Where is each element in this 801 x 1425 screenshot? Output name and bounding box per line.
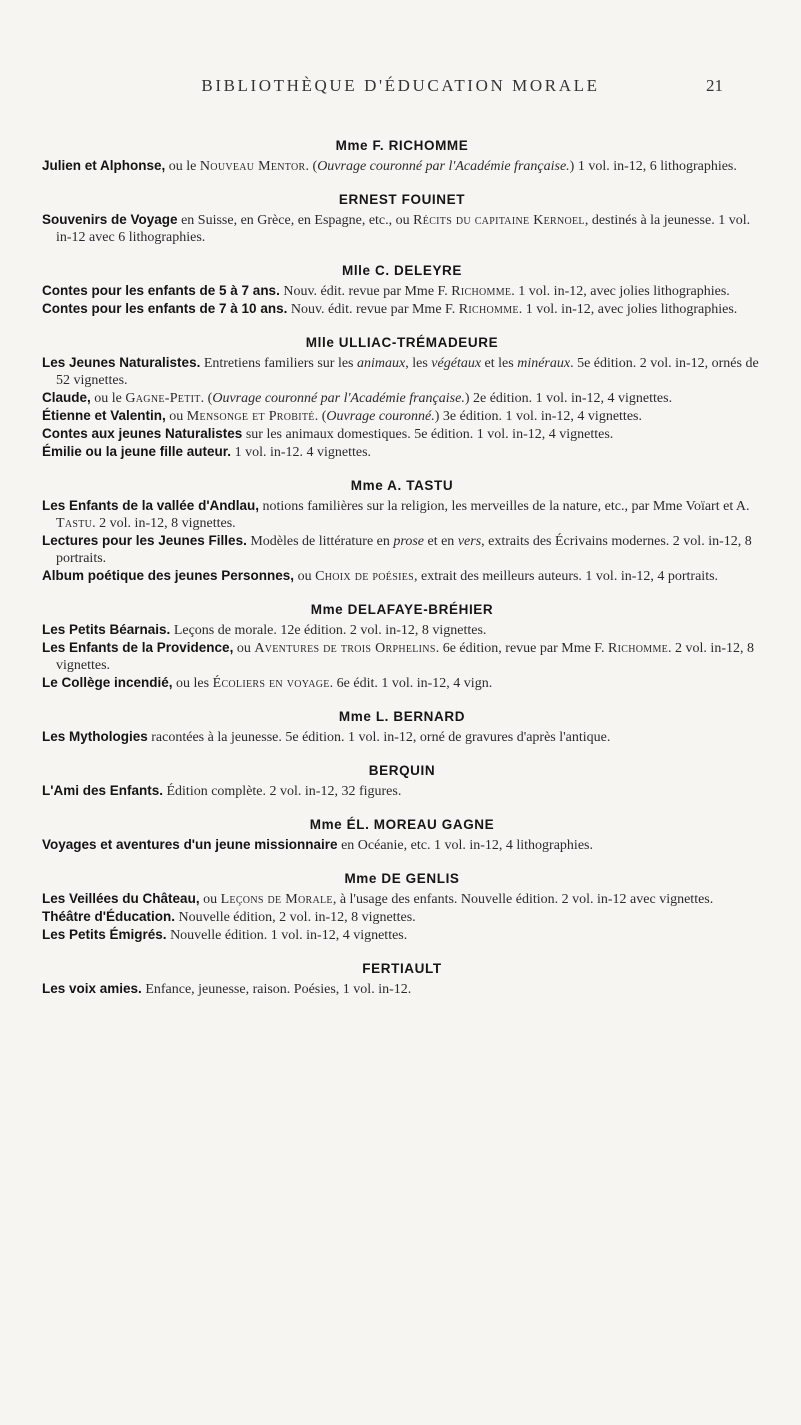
book-description: Gagne-Petit (125, 391, 201, 406)
book-description: Nouvelle édition, 2 vol. in-12, 8 vignettes. (174, 910, 416, 925)
author-section (42, 333, 762, 461)
book-description: , destinés à la jeunesse. 1 vol. in-12 avec 6 lithographies. (56, 213, 751, 245)
running-title: BIBLIOTHÈQUE D'ÉDUCATION MORALE (201, 76, 600, 95)
book-description: . ( (305, 159, 318, 174)
book-entry (42, 836, 762, 854)
book-description: Richomme (451, 284, 512, 299)
book-description: ou (165, 409, 187, 424)
book-entry (42, 926, 762, 944)
author-section (42, 707, 762, 746)
book-description: Nouvelle édition. 1 vol. in-12, 4 vignettes. (166, 928, 408, 943)
book-entry (42, 567, 762, 585)
book-entry (42, 728, 762, 746)
book-description: Leçons de Morale (220, 892, 333, 907)
book-description: végétaux (431, 356, 482, 371)
book-description: . 5e édition. 2 vol. in-12, ornés de 52 vignettes. (56, 356, 759, 388)
book-description: . 2 vol. in-12, 8 vignettes. (92, 516, 236, 531)
book-description: ) 1 vol. in-12, 6 lithographies. (569, 159, 737, 174)
author-section (42, 869, 762, 944)
book-entry (42, 282, 762, 300)
author-heading: BERQUIN (368, 763, 436, 778)
book-title: Contes aux jeunes Naturalistes (42, 426, 243, 441)
book-description: . 6e édit. 1 vol. in-12, 4 vign. (329, 676, 493, 691)
book-entry (42, 908, 762, 926)
book-title: Album poétique des jeunes Personnes, (42, 568, 295, 583)
book-description: . 2 vol. in-12, 8 vignettes. (56, 641, 754, 673)
book-title: Émilie ou la jeune fille auteur. (42, 444, 232, 459)
book-title: Les Petits Béarnais. (42, 622, 171, 637)
book-title: Les Mythologies (42, 729, 148, 744)
book-description: ou (294, 569, 316, 584)
book-description: Récits du capitaine Kernoel (413, 213, 585, 228)
book-title: Contes pour les enfants de 5 à 7 ans. (42, 283, 280, 298)
book-description: ou les (172, 676, 213, 691)
author-heading: ERNEST FOUINET (338, 192, 466, 207)
book-title: Souvenirs de Voyage (42, 212, 178, 227)
book-title: Voyages et aventures d'un jeune missionnaire (42, 837, 338, 852)
book-description: notions familières sur la religion, les merveilles de la nature, etc., par Mme Voïart et A. (259, 499, 750, 514)
author-heading: Mme A. TASTU (350, 478, 454, 493)
book-title: Claude, (42, 390, 91, 405)
book-entry (42, 300, 762, 318)
page-number: 21 (706, 76, 723, 95)
book-entry (42, 782, 762, 800)
book-title: Julien et Alphonse, (42, 158, 166, 173)
book-description: Richomme (458, 302, 519, 317)
book-description: animaux (357, 356, 406, 371)
book-entry (42, 674, 762, 692)
book-title: Les Enfants de la Providence, (42, 640, 234, 655)
book-title: L'Ami des Enfants. (42, 783, 163, 798)
book-description: en Suisse, en Grèce, en Espagne, etc., ou (177, 213, 414, 228)
author-heading: Mme L. BERNARD (338, 709, 466, 724)
book-description: racontées à la jeunesse. 5e édition. 1 vol. in-12, orné de gravures d'après l'antique. (147, 730, 611, 745)
author-heading: Mlle ULLIAC-TRÉMADEURE (305, 335, 499, 350)
book-entry (42, 354, 762, 389)
book-description: , extraits des Écrivains modernes. 2 vol. in-12, 8 portraits. (56, 534, 752, 566)
book-entry (42, 211, 762, 246)
book-title: Les Petits Émigrés. (42, 927, 167, 942)
book-description: Leçons de morale. 12e édition. 2 vol. in-12, 8 vignettes. (170, 623, 487, 638)
book-description: Richomme (607, 641, 669, 656)
book-entry (42, 890, 762, 908)
book-description: Choix de poésies (315, 569, 414, 584)
book-description: Entretiens familiers sur les (200, 356, 358, 371)
book-title: Le Collège incendié, (42, 675, 173, 690)
book-title: Les voix amies. (42, 981, 142, 996)
book-entry (42, 157, 762, 175)
book-description: , les (405, 356, 432, 371)
author-section (42, 261, 762, 318)
book-description: Enfance, jeunesse, raison. Poésies, 1 vol. in-12. (141, 982, 412, 997)
author-section (42, 600, 762, 692)
book-entry (42, 407, 762, 425)
book-description: . ( (314, 409, 327, 424)
book-description: . ( (200, 391, 213, 406)
author-heading: FERTIAULT (362, 961, 442, 976)
author-heading: Mme ÉL. MOREAU GAGNE (309, 817, 495, 832)
book-description: Écoliers en voyage (212, 676, 330, 691)
book-description: 1 vol. in-12. 4 vignettes. (231, 445, 372, 460)
book-description: Modèles de littérature en (246, 534, 394, 549)
book-title: Théâtre d'Éducation. (42, 909, 175, 924)
author-heading: Mme DELAFAYE-BRÉHIER (310, 602, 494, 617)
author-section (42, 190, 762, 246)
book-description: Nouv. édit. revue par Mme F. (287, 302, 459, 317)
book-title: Les Jeunes Naturalistes. (42, 355, 201, 370)
book-description: Tastu (56, 516, 93, 531)
book-entry (42, 443, 762, 461)
book-title: Lectures pour les Jeunes Filles. (42, 533, 247, 548)
book-description: Ouvrage couronné par l'Académie française. (212, 391, 465, 406)
book-entry (42, 980, 762, 998)
book-entry (42, 425, 762, 443)
book-description: sur les animaux domestiques. 5e édition. 1 vol. in-12, 4 vignettes. (242, 427, 614, 442)
book-description: Aventures de trois Orphelins (254, 641, 436, 656)
running-head (0, 76, 801, 98)
book-description: Mensonge et Probité (186, 409, 315, 424)
book-description: ou le (90, 391, 126, 406)
book-description: et en (423, 534, 458, 549)
author-heading: Mlle C. DELEYRE (341, 263, 463, 278)
book-description: en Océanie, etc. 1 vol. in-12, 4 lithographies. (337, 838, 593, 853)
book-description: Nouv. édit. revue par Mme F. (279, 284, 452, 299)
book-description: ) 3e édition. 1 vol. in-12, 4 vignettes. (434, 409, 642, 424)
book-description: Ouvrage couronné par l'Académie française. (317, 159, 570, 174)
book-description: ou (233, 641, 255, 656)
book-description: ou le (165, 159, 200, 174)
author-section (42, 815, 762, 854)
book-description: . 1 vol. in-12, avec jolies lithographies. (518, 302, 738, 317)
book-entry (42, 532, 762, 567)
book-description: , extrait des meilleurs auteurs. 1 vol. in-12, 4 portraits. (413, 569, 719, 584)
book-entry (42, 389, 762, 407)
book-description: prose (393, 534, 424, 549)
book-entry (42, 639, 762, 674)
book-title: Les Veillées du Château, (42, 891, 200, 906)
book-description: ) 2e édition. 1 vol. in-12, 4 vignettes. (464, 391, 673, 406)
author-section (42, 959, 762, 998)
book-title: Les Enfants de la vallée d'Andlau, (42, 498, 260, 513)
book-title: Étienne et Valentin, (42, 408, 166, 423)
book-description: ou (199, 892, 221, 907)
author-section (42, 476, 762, 585)
author-section (42, 136, 762, 175)
book-description: . 1 vol. in-12, avec jolies lithographies. (511, 284, 730, 299)
author-section (42, 761, 762, 800)
book-description: , à l'usage des enfants. Nouvelle édition. 2 vol. in-12 avec vignettes. (332, 892, 714, 907)
author-heading: Mme F. RICHOMME (335, 138, 469, 153)
book-description: Ouvrage couronné. (326, 409, 435, 424)
book-description: minéraux (517, 356, 571, 371)
book-description: vers (457, 534, 482, 549)
book-description: et les (481, 356, 518, 371)
book-entry (42, 497, 762, 532)
book-description: . 6e édition, revue par Mme F. (435, 641, 608, 656)
book-description: Édition complète. 2 vol. in-12, 32 figures. (162, 784, 402, 799)
book-entry (42, 621, 762, 639)
catalogue-list (42, 136, 762, 1013)
book-title: Contes pour les enfants de 7 à 10 ans. (42, 301, 288, 316)
book-description: Nouveau Mentor (199, 159, 306, 174)
author-heading: Mme DE GENLIS (344, 871, 460, 886)
